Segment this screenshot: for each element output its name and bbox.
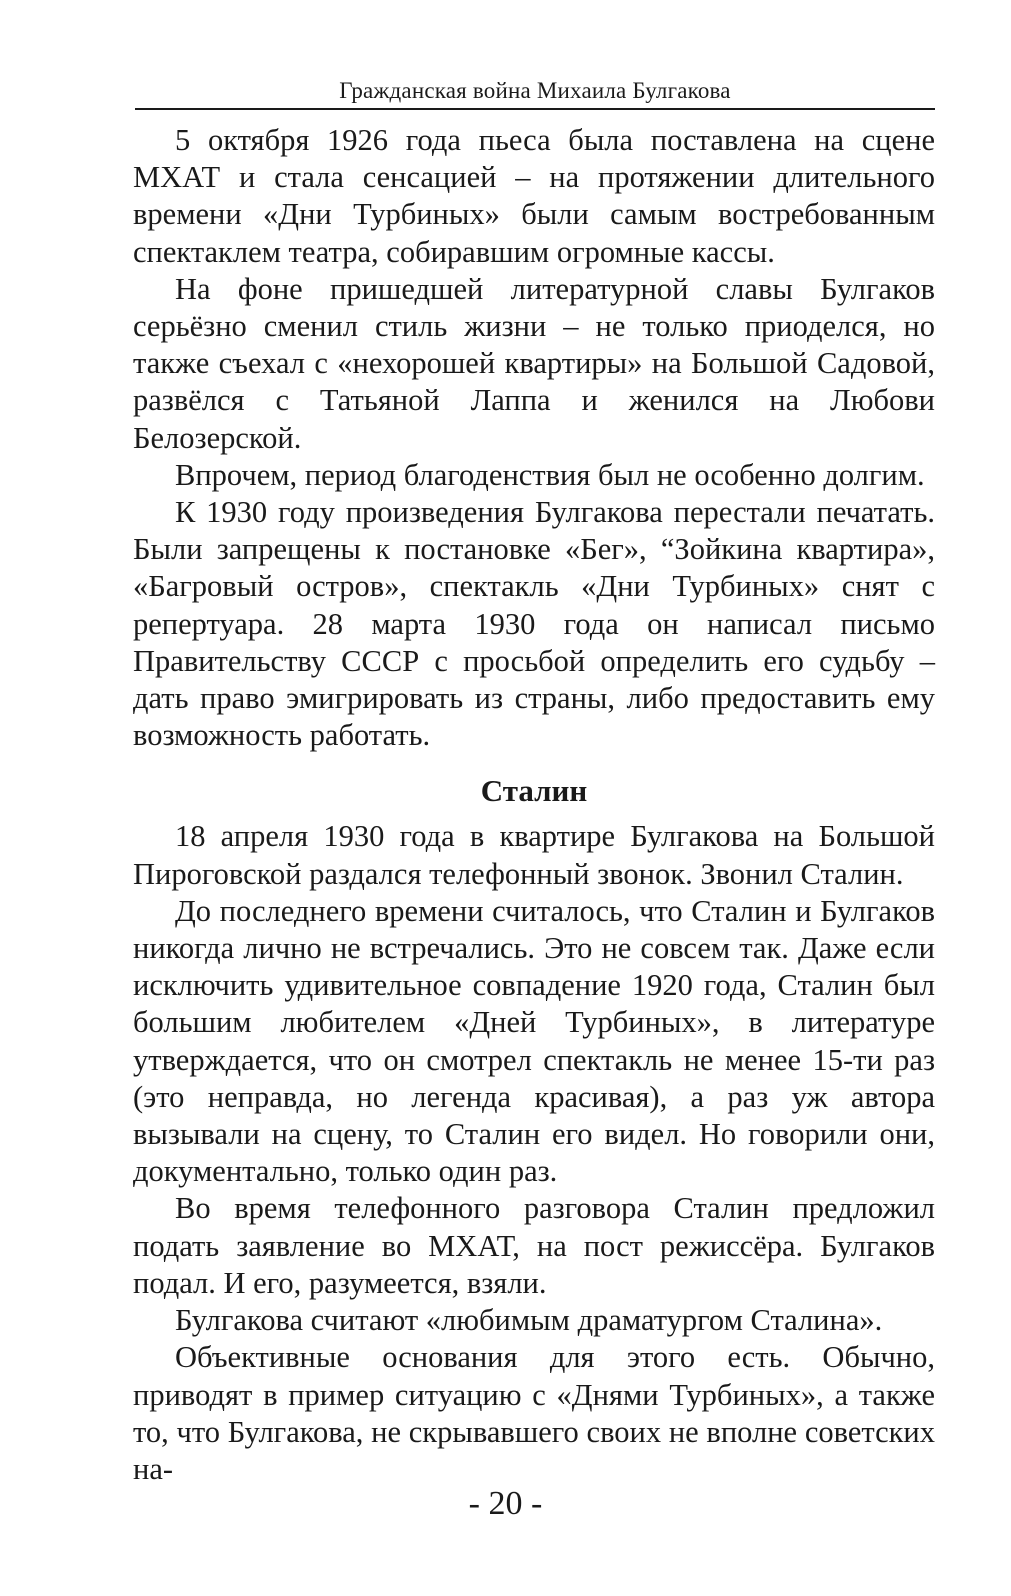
body-text xyxy=(133,122,935,1488)
paragraph: Впрочем, период благоденствия был не особенно долгим. xyxy=(175,457,925,492)
paragraph: Во время телефонного разговора Сталин предложил подать заявление во МХАТ, на пост режиссёра. Булгаков подал. И его, разумеется, взяли. xyxy=(133,1191,935,1300)
paragraph: На фоне пришедшей литературной славы Булгаков серьёзно сменил стиль жизни – не только приоделся, но также съехал с «нехорошей квартиры» на Большой Садовой, развёлся с Татьяной Лаппа и женился на Любови Белозерской. xyxy=(133,271,935,455)
paragraph: 18 апреля 1930 года в квартире Булгакова на Большой Пироговской раздался телефонный звонок. Звонил Сталин. xyxy=(133,819,935,891)
page-number: - 20 - xyxy=(468,1485,543,1522)
running-header: Гражданская война Михаила Булгакова xyxy=(339,78,731,103)
paragraph: К 1930 году произведения Булгакова перестали печатать. Были запрещены к постановке «Бег», “Зойкина квартира», «Багровый остров», спектакль «Дни Турбиных» снят с репертуара. 28 марта 1930 года он написал письмо Правительству СССР с просьбой определить его судьбу – дать право эмигрировать из страны, либо предоставить ему возможность работать. xyxy=(133,495,935,753)
header-rule xyxy=(135,108,935,110)
section-title: Сталин xyxy=(480,773,588,809)
paragraph: 5 октября 1926 года пьеса была поставлена на сцене МХАТ и стала сенсацией – на протяжении длительного времени «Дни Турбиных» были самым востребованным спектаклем театра, собиравшим огромные кассы. xyxy=(133,123,935,269)
paragraph: Булгакова считают «любимым драматургом Сталина». xyxy=(175,1303,883,1338)
paragraph: Объективные основания для этого есть. Обычно, приводят в пример ситуацию с «Днями Турбиных», а также то, что Булгакова, не скрывавшего своих не вполне советских на- xyxy=(133,1340,935,1486)
paragraph: До последнего времени считалось, что Сталин и Булгаков никогда лично не встречались. Это не совсем так. Даже если исключить удивительное совпадение 1920 года, Сталин был большим любителем «Дней Турбиных», в литературе утверждается, что он смотрел спектакль не менее 15-ти раз (это неправда, но легенда красивая), а раз уж автора вызывали на сцену, то Сталин его видел. Но говорили они, документально, только один раз. xyxy=(133,893,935,1189)
